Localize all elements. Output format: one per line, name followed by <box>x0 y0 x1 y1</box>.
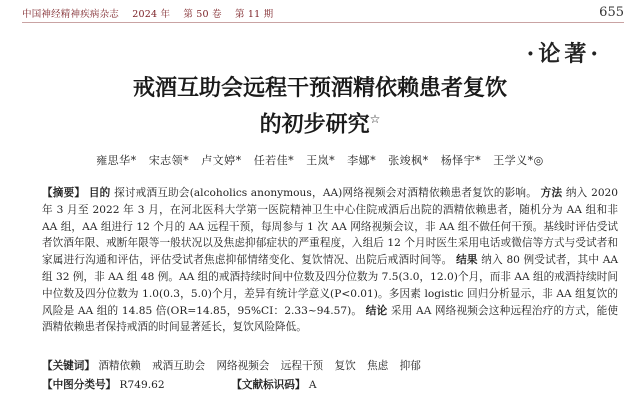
journal-volume: 第 50 卷 <box>183 9 222 20</box>
purpose-label: 目的 <box>88 187 111 199</box>
author: 王学义*◎ <box>493 154 544 167</box>
doc-code-value: A <box>308 379 317 391</box>
author: 张竣枫* <box>388 154 429 167</box>
title-line-2-text: 的初步研究 <box>259 112 370 138</box>
author: 李娜* <box>347 154 377 167</box>
author: 雍思华* <box>96 154 137 167</box>
purpose-text: 探讨戒酒互助会(alcoholics anonymous，AA)网络视频会对酒精依赖患者复饮的影响。 <box>114 187 538 199</box>
keyword: 网络视频会 <box>216 360 270 372</box>
running-header <box>22 6 624 23</box>
classification <box>42 377 618 394</box>
keywords-label: 【关键词】 <box>42 360 95 372</box>
keyword: 酒精依赖 <box>98 360 141 372</box>
keyword: 复饮 <box>334 360 356 372</box>
article-title <box>0 74 640 140</box>
abstract-label: 【摘要】 <box>42 187 86 199</box>
author: 任若佳* <box>253 154 295 167</box>
clc-value: R749.62 <box>119 379 165 391</box>
method-label: 方法 <box>540 187 563 199</box>
keyword: 焦虑 <box>367 360 389 372</box>
author-list <box>0 152 640 168</box>
keyword: 抑郁 <box>399 360 421 372</box>
title-line-1: 戒酒互助会远程干预酒精依赖患者复饮 <box>132 76 507 101</box>
method-text: 纳入 2020 年 3 月至 2022 年 3 月，在河北医科大学第一医院精神卫生中心住院戒酒后出院的酒精依赖患者，随机分为 AA 组和非 AA 组，AA 组进行 12 个月的 AA 远程干预，每周参与 1 次 AA 网络视频会议，非 AA 组不做任何干预。基线时评估受试者饮酒年限、戒断年限等一般状况以及焦虑抑郁症状的严重程度，入组后 12 个月时医生采用电话或微信等方式与受试者和家属进行沟通和评估，评估受试者焦虑抑郁情绪变化、复饮情况、出院后戒酒时间等。 <box>42 187 619 267</box>
title-line-2 <box>0 104 640 140</box>
journal-year: 2024 年 <box>132 9 171 20</box>
journal-issue: 第 11 期 <box>234 9 274 20</box>
journal-name: 中国神经精神疾病杂志 <box>22 9 120 20</box>
result-text: 纳入 80 例受试者，其中 AA 组 32 例，非 AA 组 48 例。AA 组的戒酒持续时间中位数及四分位数为 7.5(3.0，12.0)个月，而非 AA 组的戒酒持续时间中位数及四分位数为 1.0(0.3，5.0)个月，差异有统计学意义(P<0.01)。多因素 logistic 回归分析显示，非 AA 组复饮的风险是 AA 组的 14.85 倍(OR=14.85，95%CI：2.33~94.57)。 <box>42 254 618 317</box>
result-label: 结果 <box>456 254 478 267</box>
journal-info <box>22 6 283 22</box>
conclusion-text: 采用 AA 网络视频会这种远程治疗的方式，能使酒精依赖患者保持戒酒的时间显著延长，复饮风险降低。 <box>42 304 619 334</box>
conclusion-label: 结论 <box>365 304 388 317</box>
author: 王岚* <box>306 154 336 167</box>
author: 杨怿宇* <box>440 154 482 167</box>
author: 卢文婷* <box>201 154 242 167</box>
star-icon: ☆ <box>369 112 381 126</box>
clc-label: 【中图分类号】 <box>42 379 117 391</box>
keywords <box>42 358 618 375</box>
author: 宋志领* <box>148 154 190 167</box>
keyword: 戒酒互助会 <box>152 360 206 372</box>
page-number: 655 <box>599 5 624 20</box>
column-tag: ·论著· <box>526 41 602 67</box>
keyword: 远程干预 <box>280 360 324 372</box>
doc-code-label: 【文献标识码】 <box>231 379 306 391</box>
abstract <box>42 185 618 336</box>
